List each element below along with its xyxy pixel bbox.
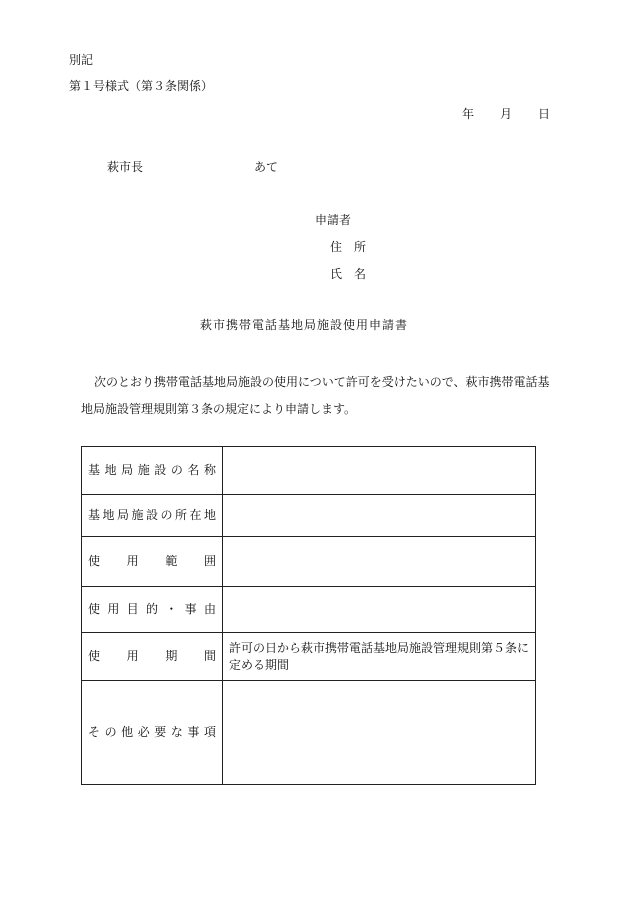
table-row — [82, 495, 536, 537]
applicant-name-label: 氏 名 — [330, 267, 367, 281]
row-value-facility-name[interactable] — [223, 447, 536, 495]
date-year: 年 — [462, 107, 475, 121]
row-value-usage-purpose[interactable] — [223, 587, 536, 633]
table-row — [82, 537, 536, 587]
applicant-address-label: 住 所 — [330, 240, 367, 254]
date-line — [462, 106, 550, 122]
row-label-usage-period: 使用期間 — [82, 633, 223, 681]
row-value-other-matters[interactable] — [223, 681, 536, 785]
row-value-facility-location[interactable] — [223, 495, 536, 537]
row-label-facility-name: 基地局施設の名称 — [82, 447, 223, 495]
addressee-suffix: あて — [254, 160, 279, 174]
date-day: 日 — [538, 107, 551, 121]
addressee-name: 萩市長 — [107, 160, 144, 174]
application-statement: 次のとおり携帯電話基地局施設の使用について許可を受けたいので、萩市携帯電話基地局施設管理規則第３条の規定により申請します。 — [81, 375, 550, 416]
table-row — [82, 681, 536, 785]
row-value-usage-period: 許可の日から萩市携帯電話基地局施設管理規則第５条に定める期間 — [223, 633, 536, 681]
row-label-usage-scope: 使用範囲 — [82, 537, 223, 587]
date-month: 月 — [500, 107, 513, 121]
annex-label: 別記 — [69, 53, 94, 67]
document-title: 萩市携帯電話基地局施設使用申請書 — [200, 318, 409, 332]
table-row — [82, 587, 536, 633]
table-row — [82, 633, 536, 681]
row-value-usage-scope[interactable] — [223, 537, 536, 587]
application-table — [81, 446, 536, 785]
row-label-usage-purpose: 使用目的・事由 — [82, 587, 223, 633]
table-row — [82, 447, 536, 495]
row-label-other-matters: その他必要な事項 — [82, 681, 223, 785]
form-number: 第１号様式（第３条関係） — [69, 79, 214, 93]
row-label-facility-location: 基地局施設の所在地 — [82, 495, 223, 537]
applicant-label: 申請者 — [315, 213, 352, 227]
